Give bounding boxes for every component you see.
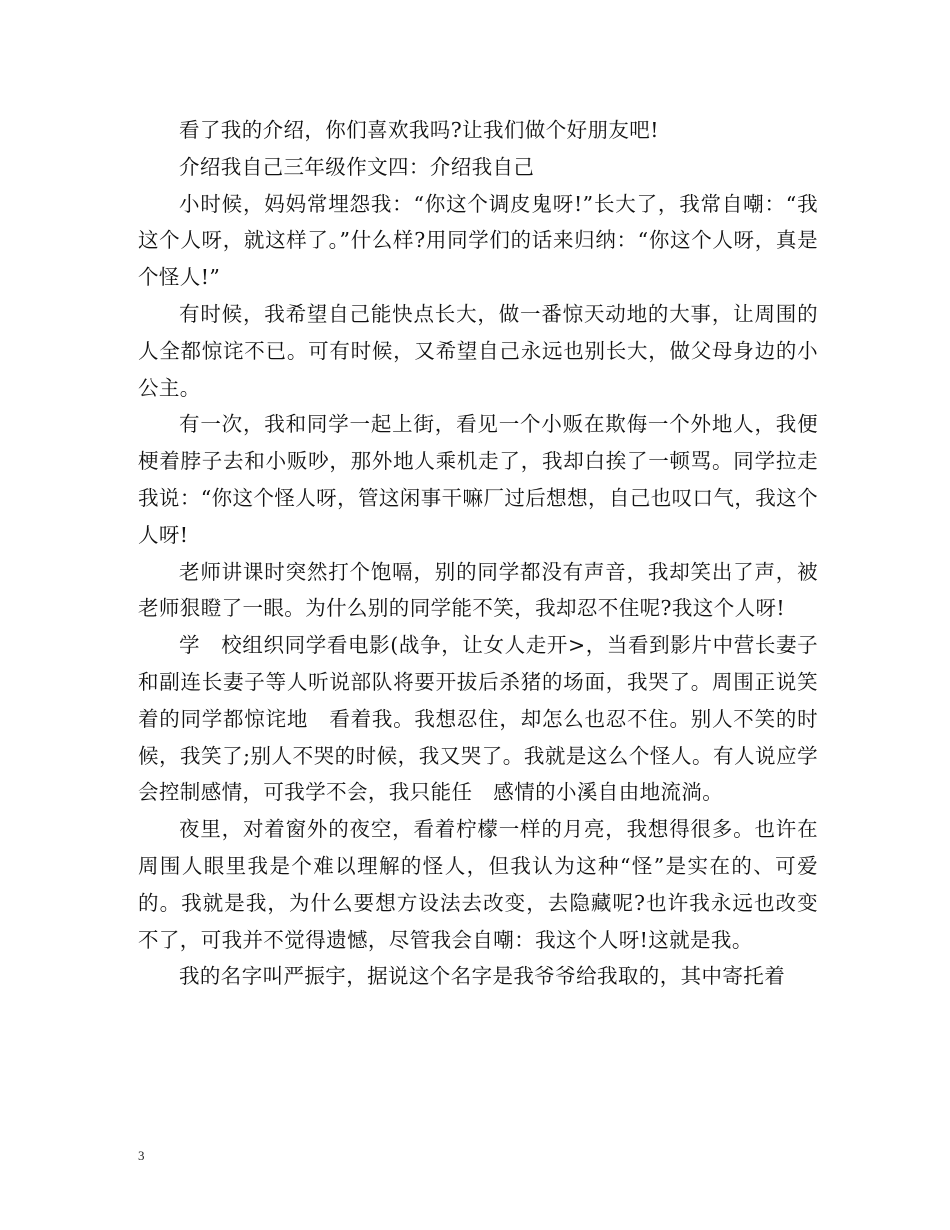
paragraph-8: 夜里，对着窗外的夜空，看着柠檬一样的月亮，我想得很多。也许在周围人眼里我是个难以理解的怪人，但我认为这种“怪”是实在的、可爱的。我就是我，为什么要想方设法去改变，去隐藏呢?也许我永远也改变不了，可我并不觉得遗憾，尽管我会自嘲：我这个人呀!这就是我。 (138, 817, 818, 952)
paragraph-3: 小时候，妈妈常埋怨我：“你这个调皮鬼呀!”长大了，我常自嘲：“我这个人呀，就这样了。”什么样?用同学们的话来归纳：“你这个人呀，真是个怪人!” (138, 191, 818, 290)
paragraph-4: 有时候，我希望自己能快点长大，做一番惊天动地的大事，让周围的人全都惊诧不已。可有时候，又希望自己永远也别长大，做父母身边的小公主。 (138, 301, 818, 400)
paragraph-1: 看了我的介绍，你们喜欢我吗?让我们做个好朋友吧! (179, 118, 659, 142)
paragraph-7: 学 校组织同学看电影(战争，让女人走开>，当看到影片中营长妻子和副连长妻子等人听说部队将要开拔后杀猪的场面，我哭了。周围正说笑着的同学都惊诧地 看着我。我想忍住，却怎么也忍不住。别人不笑的时候，我笑了;别人不哭的时候，我又哭了。我就是这么个怪人。有人说应学会控制感情，可我学不会，我只能任 感情的小溪自由地流淌。 (138, 633, 818, 805)
paragraph-5: 有一次，我和同学一起上街，看见一个小贩在欺侮一个外地人，我便梗着脖子去和小贩吵，那外地人乘机走了，我却白挨了一顿骂。同学拉走我说：“你这个怪人呀，管这闲事干嘛厂过后想想，自己也叹口气，我这个人呀! (138, 412, 818, 547)
paragraph-2-heading: 介绍我自己三年级作文四：介绍我自己 (179, 154, 535, 179)
body-text (138, 112, 818, 995)
paragraph-6: 老师讲课时突然打个饱嗝，别的同学都没有声音，我却笑出了声，被老师狠瞪了一眼。为什么别的同学能不笑，我却忍不住呢?我这个人呀! (138, 559, 818, 621)
paragraph-9: 我的名字叫严振宇，据说这个名字是我爷爷给我取的，其中寄托着 (179, 964, 786, 989)
page-number: 3 (138, 1148, 145, 1163)
